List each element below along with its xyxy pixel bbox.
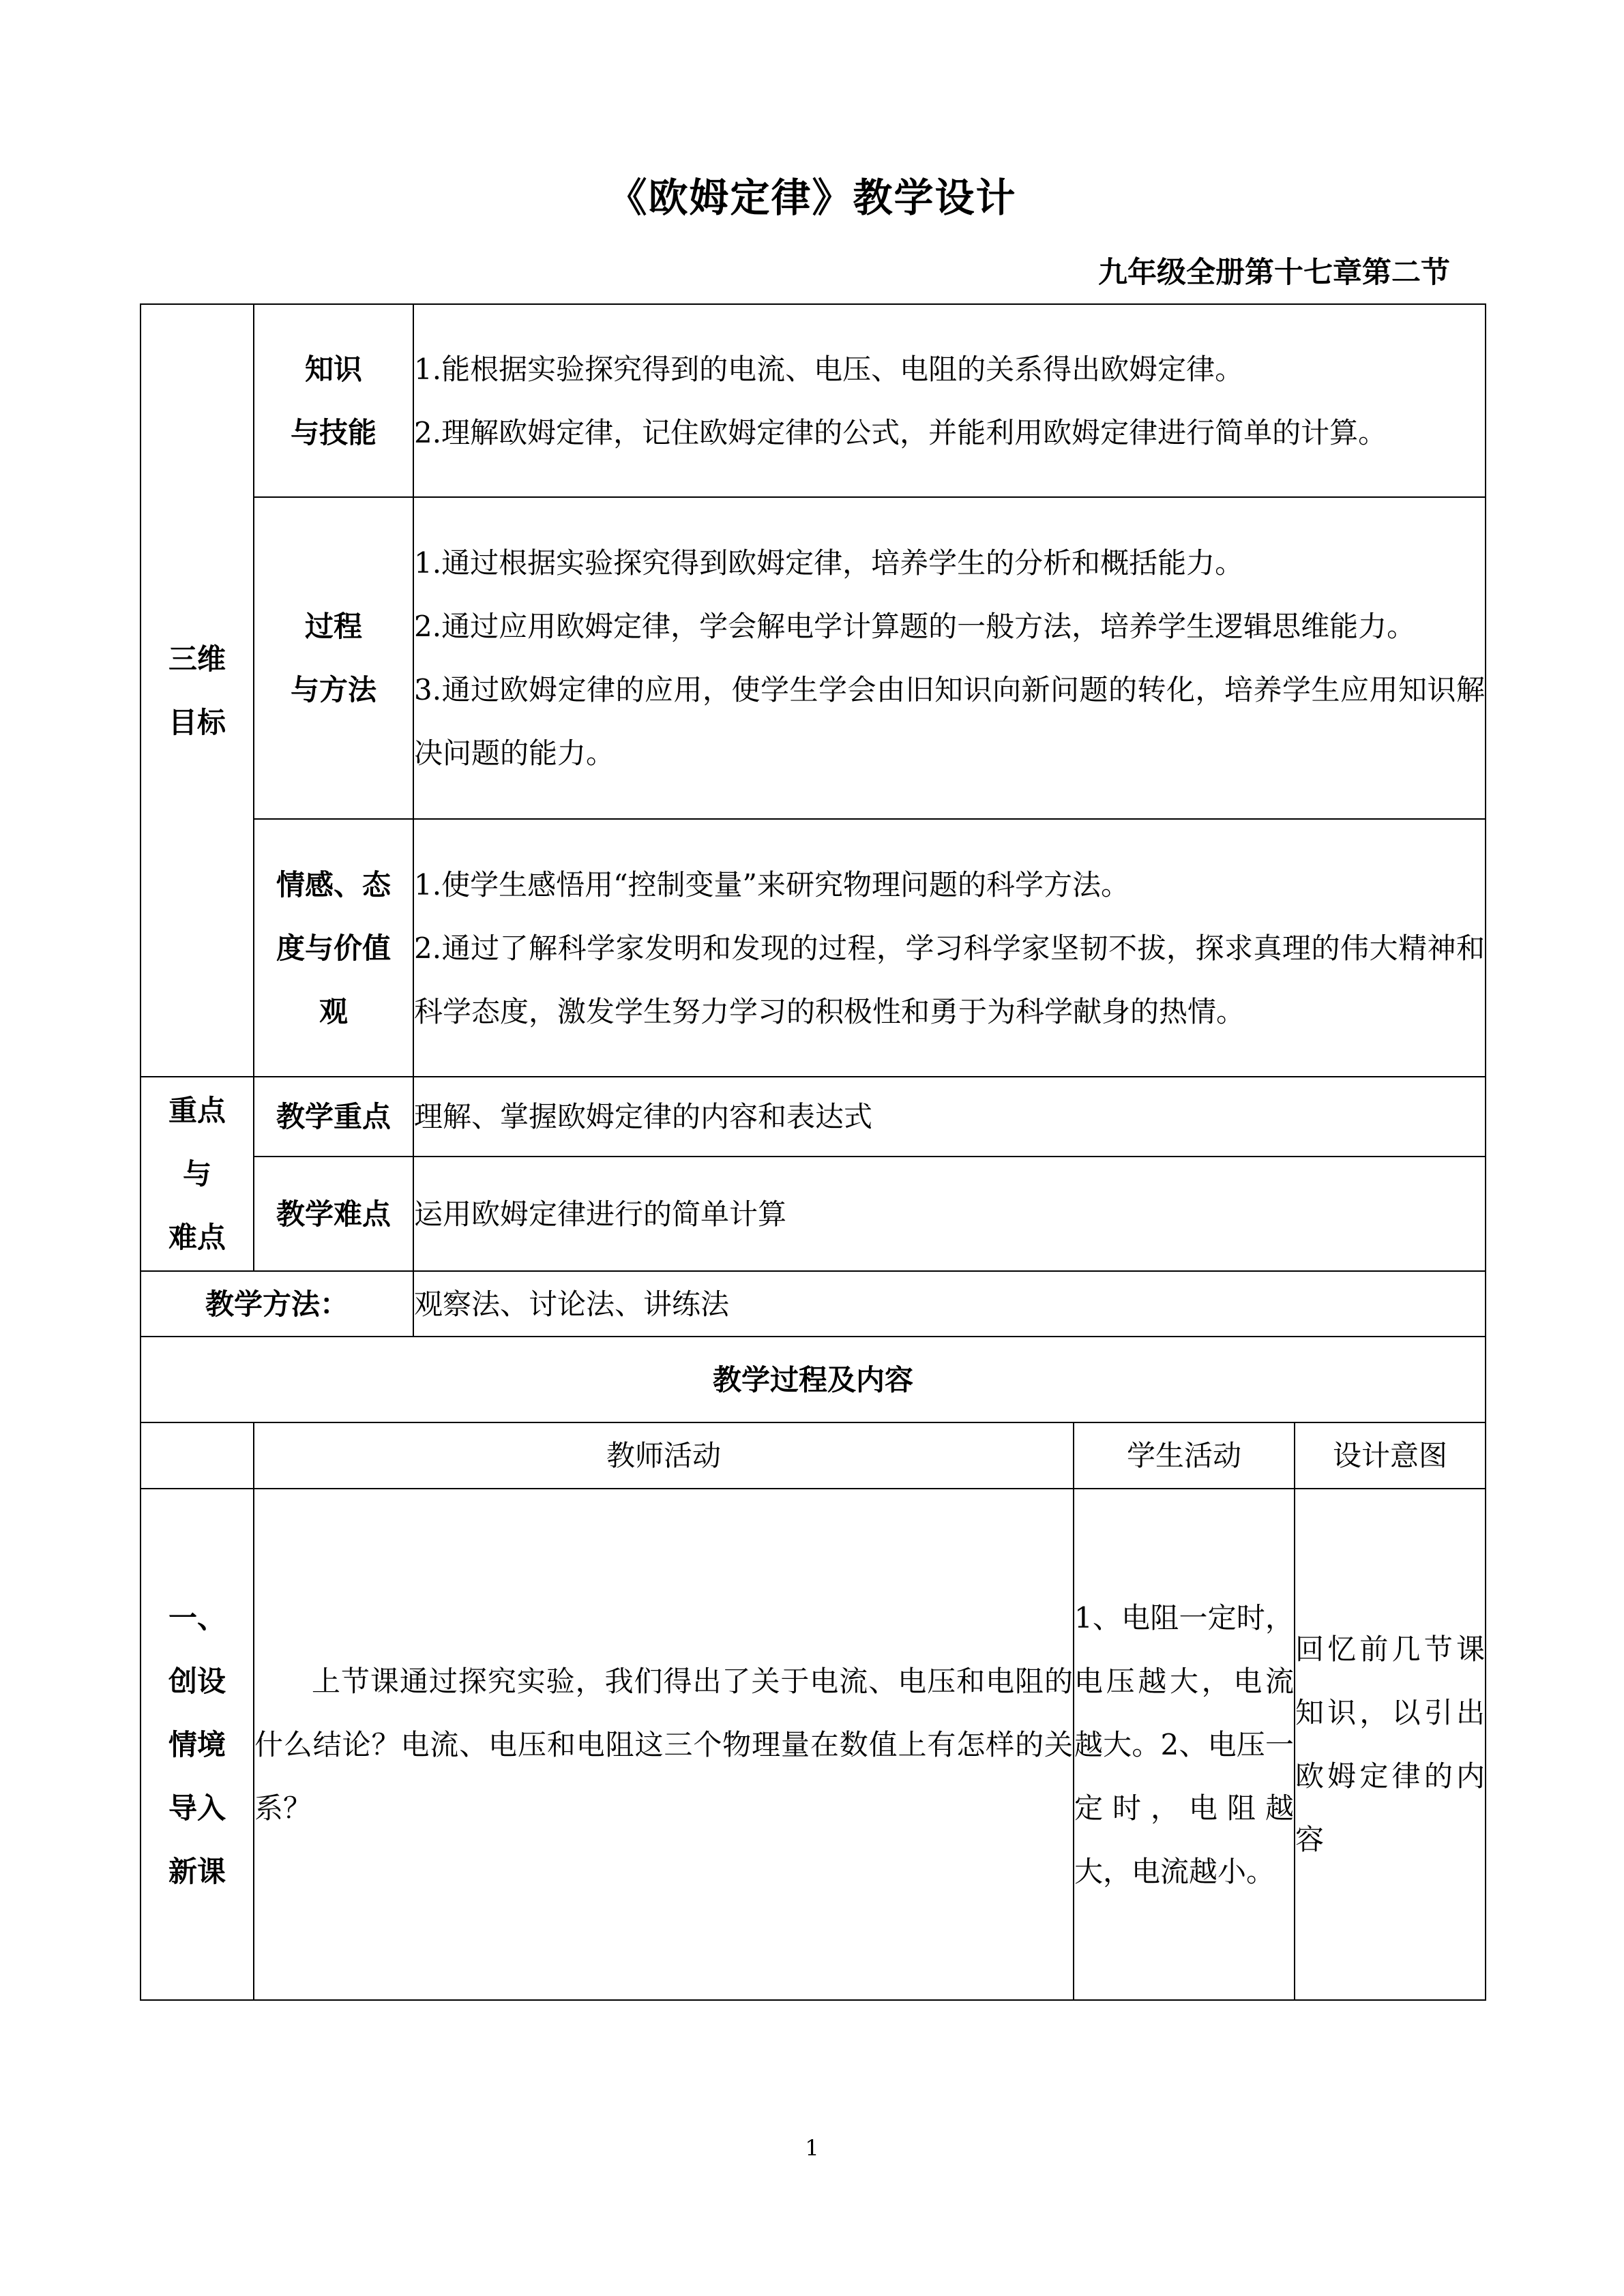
process-item: 3.通过欧姆定律的应用，使学生学会由旧知识向新问题的转化，培养学生应用知识解决问题的能力。	[414, 673, 1486, 770]
page-number: 1	[805, 2135, 819, 2161]
process-label: 过程 与方法	[254, 497, 413, 819]
teacher-activity-content: 上节课通过探究实验，我们得出了关于电流、电压和电阻的什么结论？电流、电压和电阻这三个物理量在数值上有怎样的关系？	[254, 1489, 1074, 2000]
emotion-item: 2.通过了解科学家发明和发现的过程，学习科学家坚韧不拔，探求真理的伟大精神和科学态度，激发学生努力学习的积极性和勇于为科学献身的热情。	[414, 931, 1486, 1028]
objective-emotion-row	[141, 819, 1486, 1077]
objective-knowledge-row	[141, 304, 1486, 497]
process-heading: 教学过程及内容	[141, 1337, 1486, 1422]
process-item: 2.通过应用欧姆定律，学会解电学计算题的一般方法，培养学生逻辑思维能力。	[414, 610, 1416, 643]
difficulty-label: 教学难点	[254, 1157, 413, 1271]
stage-header-cell	[141, 1422, 254, 1489]
objective-process-row	[141, 497, 1486, 819]
knowledge-content	[413, 304, 1486, 497]
emotion-label: 情感、态 度与价值 观	[254, 819, 413, 1077]
document-title: 《欧姆定律》教学设计	[607, 175, 1017, 221]
teaching-method-label: 教学方法：	[141, 1271, 413, 1337]
key-point-label: 教学重点	[254, 1077, 413, 1157]
lesson-plan-table	[140, 303, 1486, 2001]
process-stage-row	[141, 1489, 1486, 2000]
student-activity-header: 学生活动	[1074, 1422, 1295, 1489]
key-point-row	[141, 1077, 1486, 1157]
key-point-content: 理解、掌握欧姆定律的内容和表达式	[413, 1077, 1486, 1157]
student-activity-content: 1、电阻一定时，电压越大，电流越大。2、电压一定时，电阻越大，电流越小。	[1074, 1489, 1295, 2000]
knowledge-item: 2.理解欧姆定律，记住欧姆定律的公式，并能利用欧姆定律进行简单的计算。	[414, 415, 1387, 449]
teaching-method-content: 观察法、讨论法、讲练法	[413, 1271, 1486, 1337]
difficulty-row	[141, 1157, 1486, 1271]
emotion-content	[413, 819, 1486, 1077]
difficulty-content: 运用欧姆定律进行的简单计算	[413, 1157, 1486, 1271]
process-heading-row	[141, 1337, 1486, 1422]
knowledge-label: 知识 与技能	[254, 304, 413, 497]
design-intent-content: 回忆前几节课知识，以引出欧姆定律的内容	[1295, 1489, 1486, 2000]
design-intent-header: 设计意图	[1295, 1422, 1486, 1489]
process-header-row	[141, 1422, 1486, 1489]
focus-group-label: 重点 与 难点	[141, 1077, 254, 1271]
stage-label: 一、 创设 情境 导入 新课	[141, 1489, 254, 2000]
process-item: 1.通过根据实验探究得到欧姆定律，培养学生的分析和概括能力。	[414, 546, 1244, 580]
knowledge-item: 1.能根据实验探究得到的电流、电压、电阻的关系得出欧姆定律。	[414, 352, 1244, 386]
process-content	[413, 497, 1486, 819]
objectives-group-label: 三维 目标	[141, 304, 254, 1077]
document-subtitle: 九年级全册第十七章第二节	[1098, 256, 1450, 290]
teaching-method-row	[141, 1271, 1486, 1337]
emotion-item: 1.使学生感悟用“控制变量”来研究物理问题的科学方法。	[414, 867, 1130, 901]
teacher-activity-header: 教师活动	[254, 1422, 1074, 1489]
